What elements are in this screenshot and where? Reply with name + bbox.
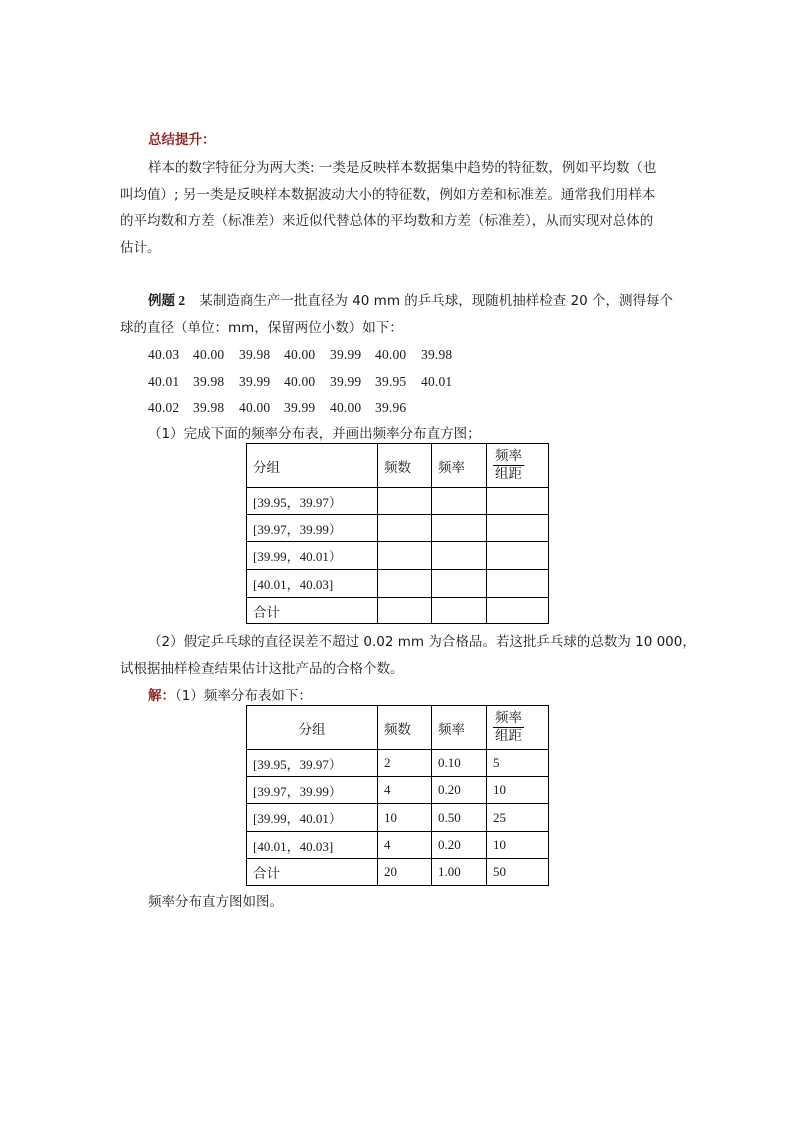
table-header-row [247, 444, 549, 488]
summary-line-3: 的平均数和方差（标准差）来近似代替总体的平均数和方差（标准差），从而实现对总体的 [120, 213, 654, 229]
table-row [247, 777, 549, 804]
group-cell: [40.01，40.03] [247, 570, 378, 598]
ratio-cell: 25 [487, 804, 549, 832]
table-row [247, 542, 549, 570]
freq-cell: 0.20 [432, 832, 487, 859]
data-value: 39.95 [375, 374, 407, 389]
empty-cell [487, 542, 549, 570]
data-value: 39.98 [193, 374, 225, 389]
header-freq: 频率 [432, 444, 487, 488]
summary-line-2: 叫均值）; 另一类是反映样本数据波动大小的特征数，例如方差和标准差。通常我们用样本 [120, 187, 656, 203]
fraction-numerator: 频率 [495, 710, 522, 726]
question-1: （1）完成下面的频率分布表，并画出频率分布直方图； [148, 426, 481, 442]
data-value: 39.98 [421, 347, 453, 362]
header-ratio [487, 444, 549, 488]
data-value: 39.99 [239, 374, 271, 389]
solution-heading [148, 688, 312, 704]
group-cell: [39.97，39.99） [247, 515, 378, 542]
empty-cell [432, 515, 487, 542]
data-value: 39.96 [375, 400, 407, 415]
freq-cell: 0.20 [432, 777, 487, 804]
ratio-fraction [493, 710, 524, 745]
table-row [247, 804, 549, 832]
example-label: 例题 2 [148, 293, 186, 308]
ratio-cell: 10 [487, 832, 549, 859]
data-value: 39.99 [330, 347, 362, 362]
summary-line-1: 样本的数字特征分为两大类: 一类是反映样本数据集中趋势的特征数，例如平均数（也 [148, 160, 657, 176]
solution-closing: 频率分布直方图如图。 [148, 894, 283, 910]
freq-cell: 0.10 [432, 750, 487, 777]
ratio-cell: 50 [487, 859, 549, 886]
summary-line-4: 估计。 [120, 240, 161, 256]
data-value: 39.98 [193, 400, 225, 415]
empty-cell [378, 488, 432, 515]
header-freq: 频率 [432, 706, 487, 750]
table-row [247, 515, 549, 542]
fraction-numerator: 频率 [495, 448, 522, 464]
ratio-cell: 5 [487, 750, 549, 777]
question-2-line-2: 试根据抽样检查结果估计这批产品的合格个数。 [120, 661, 404, 677]
solution-label: 解： [148, 688, 175, 704]
example-line-2: 球的直径（单位：mm，保留两位小数）如下： [120, 320, 403, 336]
empty-cell [487, 570, 549, 598]
data-value: 40.00 [284, 374, 316, 389]
empty-cell [432, 570, 487, 598]
count-cell: 10 [378, 804, 432, 832]
header-count: 频数 [378, 444, 432, 488]
ratio-cell: 10 [487, 777, 549, 804]
group-cell: [39.95，39.97） [247, 488, 378, 515]
table-header-row [247, 706, 549, 750]
example-heading [148, 293, 673, 309]
count-cell: 4 [378, 777, 432, 804]
data-value: 40.01 [421, 374, 453, 389]
group-cell: [39.95，39.97） [247, 750, 378, 777]
filled-frequency-table [246, 705, 549, 886]
data-value: 40.01 [148, 374, 180, 389]
empty-cell [432, 598, 487, 624]
data-value: 39.99 [330, 374, 362, 389]
count-cell: 20 [378, 859, 432, 886]
data-value: 40.02 [148, 400, 180, 415]
data-value: 40.00 [193, 347, 225, 362]
table-row [247, 598, 549, 624]
group-cell: [39.99，40.01） [247, 542, 378, 570]
header-group: 分组 [247, 444, 378, 488]
empty-cell [378, 570, 432, 598]
data-value: 40.00 [284, 347, 316, 362]
count-cell: 4 [378, 832, 432, 859]
freq-cell: 0.50 [432, 804, 487, 832]
table-row [247, 859, 549, 886]
group-cell: [40.01，40.03] [247, 832, 378, 859]
group-cell: [39.97，39.99） [247, 777, 378, 804]
empty-cell [487, 515, 549, 542]
question-2-line-1: （2）假定乒乓球的直径误差不超过 0.02 mm 为合格品。若这批乒乓球的总数为 10 000， [148, 634, 696, 650]
total-cell: 合计 [247, 859, 378, 886]
data-value: 40.00 [239, 400, 271, 415]
data-value: 39.99 [284, 400, 316, 415]
header-ratio [487, 706, 549, 750]
freq-cell: 1.00 [432, 859, 487, 886]
table-row [247, 832, 549, 859]
empty-frequency-table [246, 443, 549, 624]
data-value: 40.00 [375, 347, 407, 362]
empty-cell [378, 515, 432, 542]
fraction-denominator: 组距 [495, 466, 522, 482]
summary-title: 总结提升： [148, 132, 216, 148]
ratio-fraction [493, 448, 524, 483]
header-count: 频数 [378, 706, 432, 750]
empty-cell [432, 542, 487, 570]
example-line-1: 某制造商生产一批直径为 40 mm 的乒乓球，现随机抽样检查 20 个，测得每个 [199, 293, 674, 309]
empty-cell [378, 598, 432, 624]
data-value: 39.98 [239, 347, 271, 362]
empty-cell [487, 488, 549, 515]
empty-cell [487, 598, 549, 624]
data-value: 40.00 [330, 400, 362, 415]
count-cell: 2 [378, 750, 432, 777]
empty-cell [378, 542, 432, 570]
group-cell: [39.99，40.01） [247, 804, 378, 832]
table-row [247, 570, 549, 598]
empty-cell [432, 488, 487, 515]
header-group: 分组 [247, 706, 378, 750]
table-row [247, 750, 549, 777]
data-value: 40.03 [148, 347, 180, 362]
total-cell: 合计 [247, 598, 378, 624]
solution-intro: （1）频率分布表如下： [175, 688, 312, 704]
table-row [247, 488, 549, 515]
fraction-denominator: 组距 [495, 728, 522, 744]
